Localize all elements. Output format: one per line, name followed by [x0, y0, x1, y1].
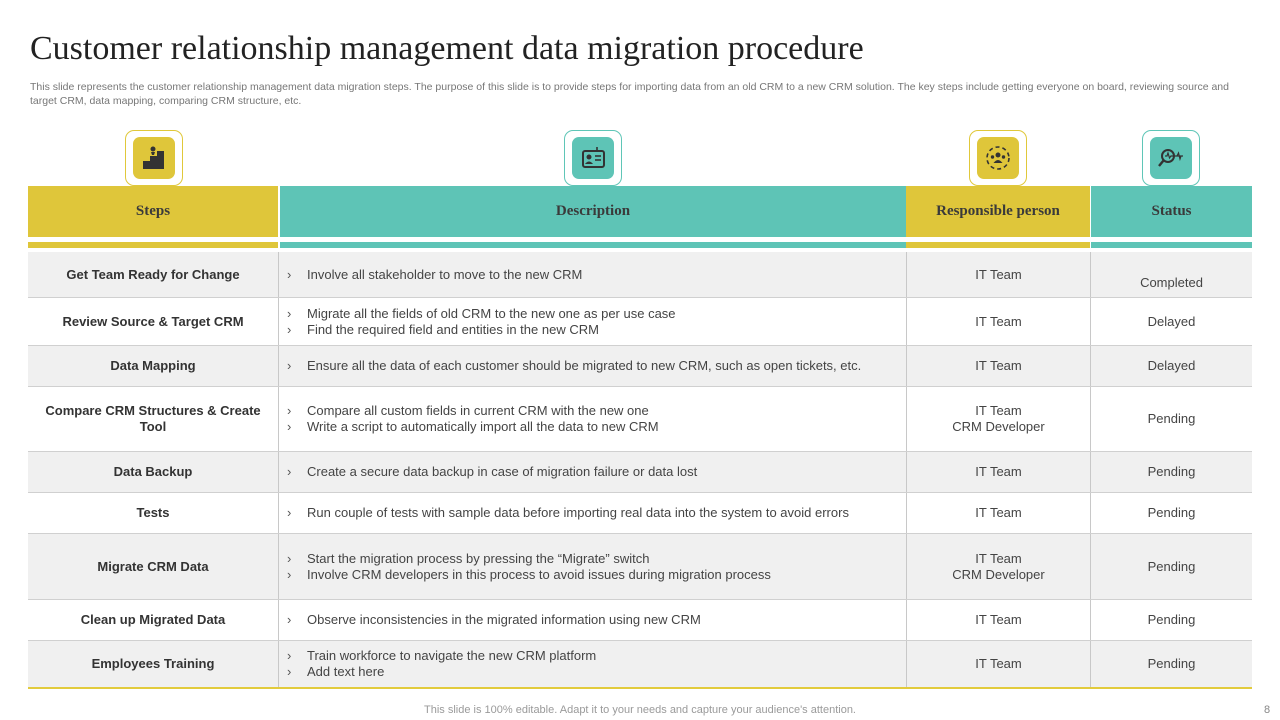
header-strip-steps: [28, 242, 278, 248]
page-title: Customer relationship management data migration procedure: [30, 30, 864, 67]
bullet-arrow-icon: ›: [287, 550, 292, 566]
description-cell: › Migrate all the fields of old CRM to the new one as per use case › Find the required field and entities in the new CRM: [279, 298, 907, 345]
team-people-icon: [984, 144, 1012, 172]
header-description: Description: [280, 186, 906, 237]
migration-table: [28, 252, 1252, 689]
description-icon-box: [564, 130, 622, 186]
description-cell: › Compare all custom fields in current CRM with the new one › Write a script to automatically import all the data to new CRM: [279, 387, 907, 451]
page-subtitle: This slide represents the customer relationship management data migration steps. The purpose of this slide is to provide steps for importing data from an old CRM to a new CRM solution. The key steps include getting everyone on board, reviewing source and target CRM, data mapping, comparing CRM structure, etc.: [30, 81, 1229, 107]
bullet-arrow-icon: ›: [287, 664, 292, 679]
description-cell: › Ensure all the data of each customer should be migrated to new CRM, such as open tickets, etc.: [279, 346, 907, 386]
bullet-arrow-icon: ›: [287, 419, 292, 434]
status-cell: Pending: [1147, 411, 1196, 426]
header-status: Status: [1091, 186, 1252, 237]
responsible-cell: IT Team: [907, 493, 1091, 533]
steps-icon-box: [125, 130, 183, 186]
status-cell: Pending: [1147, 656, 1196, 671]
table-row: [28, 452, 1252, 493]
bullet-arrow-icon: ›: [287, 358, 292, 373]
table-row: [28, 346, 1252, 387]
steps-ladder-icon: [140, 144, 168, 172]
table-row: [28, 600, 1252, 641]
bullet-arrow-icon: ›: [287, 305, 292, 321]
table-row: [28, 387, 1252, 452]
table-row: [28, 641, 1252, 687]
table-row: [28, 298, 1252, 346]
bullet-arrow-icon: ›: [287, 266, 292, 282]
status-cell: Delayed: [1147, 358, 1196, 373]
table-row: [28, 534, 1252, 600]
bullet-arrow-icon: ›: [287, 612, 292, 627]
step-cell: Migrate CRM Data: [28, 534, 279, 599]
description-cell: › Create a secure data backup in case of migration failure or data lost: [279, 452, 907, 492]
step-cell: Data Mapping: [28, 346, 279, 386]
responsible-icon-box: [969, 130, 1027, 186]
responsible-cell: IT Team: [907, 252, 1091, 297]
description-cell: › Train workforce to navigate the new CRM platform › Add text here: [279, 641, 907, 687]
description-cell: › Observe inconsistencies in the migrated information using new CRM: [279, 600, 907, 640]
description-cell: › Run couple of tests with sample data before importing real data into the system to avoid errors: [279, 493, 907, 533]
status-cell: Pending: [1147, 464, 1196, 479]
responsible-cell: IT Team: [907, 641, 1091, 687]
bullet-arrow-icon: ›: [287, 321, 292, 337]
status-cell: Pending: [1147, 612, 1196, 627]
step-cell: Tests: [28, 493, 279, 533]
header-responsible: Responsible person: [906, 186, 1090, 237]
status-cell: Delayed: [1147, 313, 1196, 329]
step-cell: Review Source & Target CRM: [28, 298, 279, 345]
step-cell: Employees Training: [28, 641, 279, 687]
responsible-cell: IT Team: [907, 600, 1091, 640]
step-cell: Compare CRM Structures & Create Tool: [28, 387, 279, 451]
header-steps: Steps: [28, 186, 278, 237]
status-magnifier-icon: [1157, 144, 1185, 172]
bullet-arrow-icon: ›: [287, 648, 292, 663]
status-cell: Completed: [1140, 274, 1203, 290]
header-strip-responsible: [906, 242, 1090, 248]
table-row: [28, 493, 1252, 534]
crm-id-card-icon: [579, 144, 607, 172]
bullet-arrow-icon: ›: [287, 403, 292, 418]
status-cell: Pending: [1147, 505, 1196, 520]
page-number: 8: [1264, 704, 1271, 716]
header-strip-description: [280, 242, 906, 248]
step-cell: Data Backup: [28, 452, 279, 492]
bullet-arrow-icon: ›: [287, 566, 292, 582]
responsible-cell: IT Team CRM Developer: [907, 534, 1091, 599]
responsible-cell: IT Team: [907, 298, 1091, 345]
bullet-arrow-icon: ›: [287, 464, 292, 479]
step-cell: Get Team Ready for Change: [28, 252, 279, 297]
status-icon-box: [1142, 130, 1200, 186]
responsible-cell: IT Team: [907, 346, 1091, 386]
responsible-cell: IT Team CRM Developer: [907, 387, 1091, 451]
responsible-cell: IT Team: [907, 452, 1091, 492]
description-cell: › Start the migration process by pressing the “Migrate” switch › Involve CRM developers in this process to avoid issues during migration process: [279, 534, 907, 599]
table-row: [28, 252, 1252, 298]
step-cell: Clean up Migrated Data: [28, 600, 279, 640]
status-cell: Pending: [1147, 558, 1196, 574]
description-cell: › Involve all stakeholder to move to the new CRM: [279, 252, 907, 297]
bullet-arrow-icon: ›: [287, 505, 292, 520]
footer-note: This slide is 100% editable. Adapt it to your needs and capture your audience's attention.: [424, 704, 856, 716]
header-strip-status: [1091, 242, 1252, 248]
